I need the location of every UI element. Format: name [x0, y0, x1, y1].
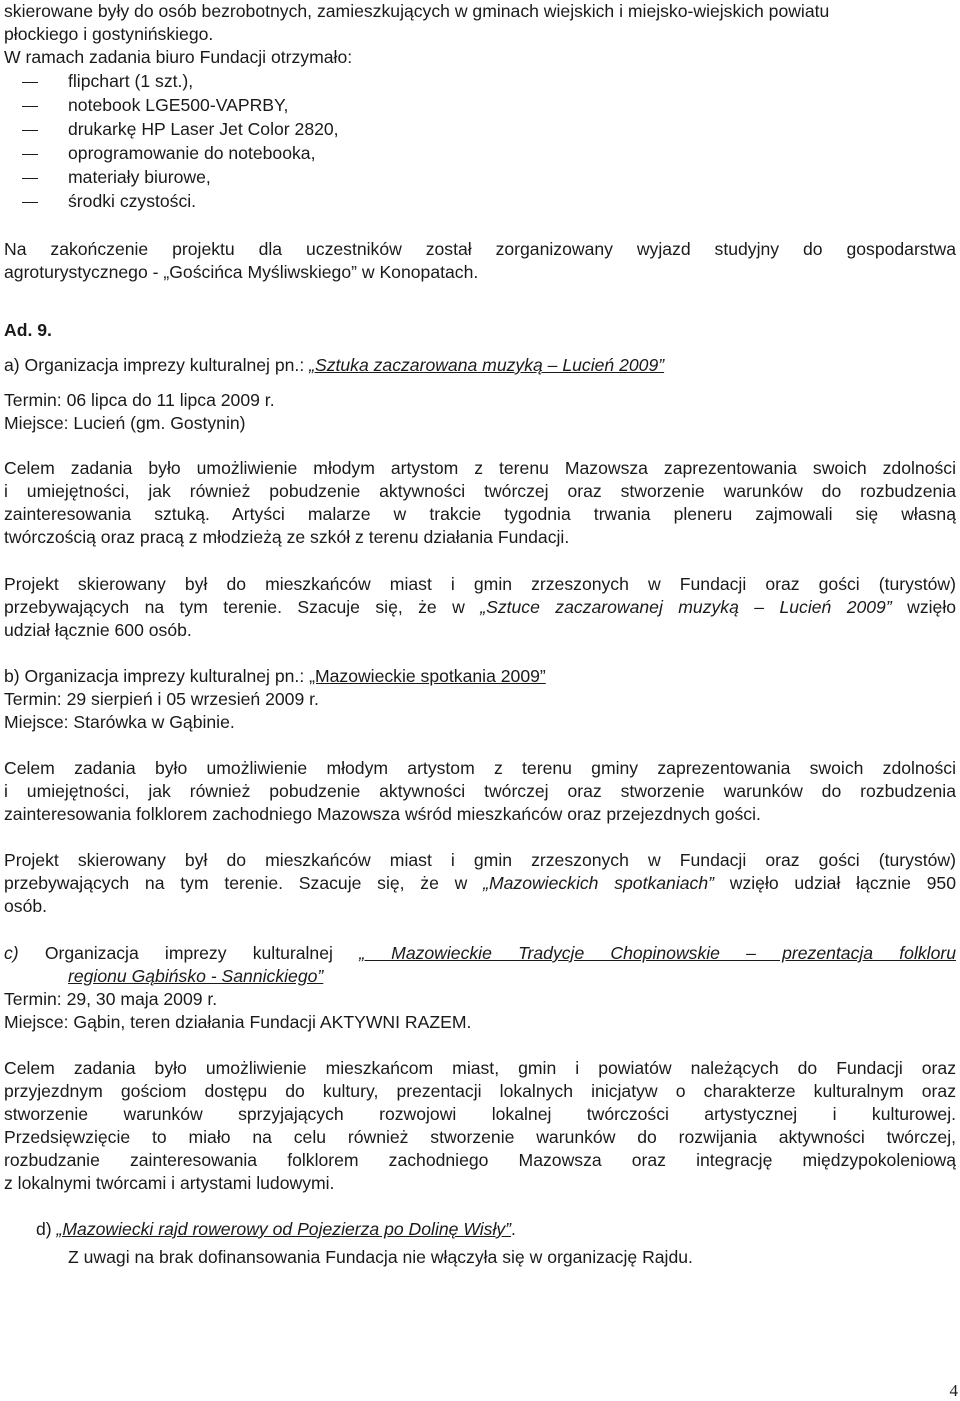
list-item: notebook LGE500-VAPRBY, [4, 94, 288, 117]
event-a-termin: Termin: 06 lipca do 11 lipca 2009 r. [4, 390, 275, 410]
event-a-project-line-2: przebywających na tym terenie. Szacuje się, że w „Sztuce zaczarowanej muzyką – Lucień 2009” wzięło [4, 597, 957, 617]
event-c-goal-line: Celem zadania było umożliwienie mieszkańcom miast, gmin i powiatów należących do Fundacji oraz [4, 1058, 956, 1078]
event-a-project-line-1: Projekt skierowany był do mieszkańców miast i gmin zrzeszonych w Fundacji oraz gości (turystów) [4, 574, 956, 594]
dash-bullet-icon [4, 118, 68, 141]
event-a-project-line-3: udział łącznie 600 osób. [4, 620, 192, 640]
event-a-miejsce: Miejsce: Lucień (gm. Gostynin) [4, 413, 246, 433]
event-b-goal-line: i umiejętności, jak również pobudzenie aktywności twórczej oraz stworzenie warunków do rozbudzenia [4, 781, 956, 801]
event-c-name-line-2: regionu Gąbińsko - Sannickiego” [68, 966, 324, 986]
event-a-goal-last: twórczością oraz pracą z młodzieżą ze szkół z terenu działania Fundacji. [4, 527, 570, 547]
trip-line-2: agroturystycznego - „Gościńca Myśliwskiego” w Konopatach. [4, 262, 479, 282]
event-b-project-line-3: osób. [4, 896, 48, 916]
event-c-name: „ Mazowieckie Tradycje Chopinowskie – prezentacja folkloru [359, 943, 956, 963]
dash-bullet-icon [4, 142, 68, 165]
event-b-project-line-2: przebywających na tym terenie. Szacuje się, że w „Mazowieckich spotkaniach” wzięło udział łącznie 950 [4, 873, 957, 893]
section-title: Ad. 9. [4, 320, 52, 340]
event-c-goal-line: przyjezdnym gościom dostępu do kultury, prezentacji lokalnych inicjatyw o charakterze kulturalnym oraz [4, 1081, 956, 1101]
intro-line-2: płockiego i gostynińskiego. [4, 24, 214, 44]
event-c-goal-last: z lokalnymi twórcami i artystami ludowymi. [4, 1173, 335, 1193]
event-b-goal-line: Celem zadania było umożliwienie młodym artystom z terenu gminy zaprezentowania swoich zdolności [4, 758, 956, 778]
event-c-termin: Termin: 29, 30 maja 2009 r. [4, 989, 218, 1009]
event-c-goal-line: rozbudzanie zainteresowania folklorem zachodniego Mazowsza oraz integrację międzypokoleniową [4, 1150, 956, 1170]
event-b-termin: Termin: 29 sierpień i 05 wrzesień 2009 r. [4, 689, 319, 709]
page-number: 4 [949, 1381, 958, 1400]
event-a-label: a) Organizacja imprezy kulturalnej pn.: „Sztuka zaczarowana muzyką – Lucień 2009” [4, 355, 665, 375]
event-d-label: d) „Mazowiecki rajd rowerowy od Pojezierza po Dolinę Wisły”. [36, 1219, 516, 1239]
list-item: flipchart (1 szt.), [4, 70, 193, 93]
dash-bullet-icon [4, 70, 68, 93]
dash-bullet-icon [4, 94, 68, 117]
event-b-name: „Mazowieckie spotkania 2009” [309, 666, 546, 686]
event-b-project-line-1: Projekt skierowany był do mieszkańców miast i gmin zrzeszonych w Fundacji oraz gości (turystów) [4, 850, 956, 870]
event-c-goal-line: Przedsięwzięcie to miało na celu również stworzenie warunków do rozwijania aktywności twórczej, [4, 1127, 956, 1147]
list-item: materiały biurowe, [4, 166, 211, 189]
received-heading: W ramach zadania biuro Fundacji otrzymało: [4, 47, 353, 67]
event-c-goal-line: stworzenie warunków sprzyjających rozwojowi lokalnej twórczości artystycznej i kulturowej. [4, 1104, 956, 1124]
event-a-goal-line: i umiejętności, jak również pobudzenie aktywności twórczej oraz stworzenie warunków do rozbudzenia [4, 481, 956, 501]
event-d-note: Z uwagi na brak dofinansowania Fundacja nie włączyła się w organizację Rajdu. [68, 1247, 693, 1267]
event-b-goal-last: zainteresowania folklorem zachodniego Mazowsza wśród mieszkańców oraz przejezdnych gości. [4, 804, 761, 824]
list-item: drukarkę HP Laser Jet Color 2820, [4, 118, 339, 141]
event-a-goal-line: zainteresowania sztuką. Artyści malarze w trakcie tygodnia trwania pleneru zajmowali się własną [4, 504, 956, 524]
list-item: środki czystości. [4, 190, 196, 213]
event-c-miejsce: Miejsce: Gąbin, teren działania Fundacji AKTYWNI RAZEM. [4, 1012, 472, 1032]
event-a-name: „Sztuka zaczarowana muzyką – Lucień 2009” [309, 355, 665, 375]
dash-bullet-icon [4, 166, 68, 189]
event-b-label: b) Organizacja imprezy kulturalnej pn.: „Mazowieckie spotkania 2009” [4, 666, 546, 686]
trip-line-1: Na zakończenie projektu dla uczestników został zorganizowany wyjazd studyjny do gospodarstwa [4, 239, 956, 259]
dash-bullet-icon [4, 190, 68, 213]
event-d-name: „Mazowiecki rajd rowerowy od Pojezierza po Dolinę Wisły” [56, 1219, 512, 1239]
event-b-miejsce: Miejsce: Starówka w Gąbinie. [4, 712, 235, 732]
event-a-goal-line: Celem zadania było umożliwienie młodym artystom z terenu Mazowsza zaprezentowania swoich zdolności [4, 458, 956, 478]
event-c-label: c) Organizacja imprezy kulturalnej „ Mazowieckie Tradycje Chopinowskie – prezentacja folkloru [4, 943, 956, 963]
intro-line-1: skierowane były do osób bezrobotnych, zamieszkujących w gminach wiejskich i miejsko-wiejskich powiatu [4, 1, 830, 21]
list-item: oprogramowanie do notebooka, [4, 142, 315, 165]
